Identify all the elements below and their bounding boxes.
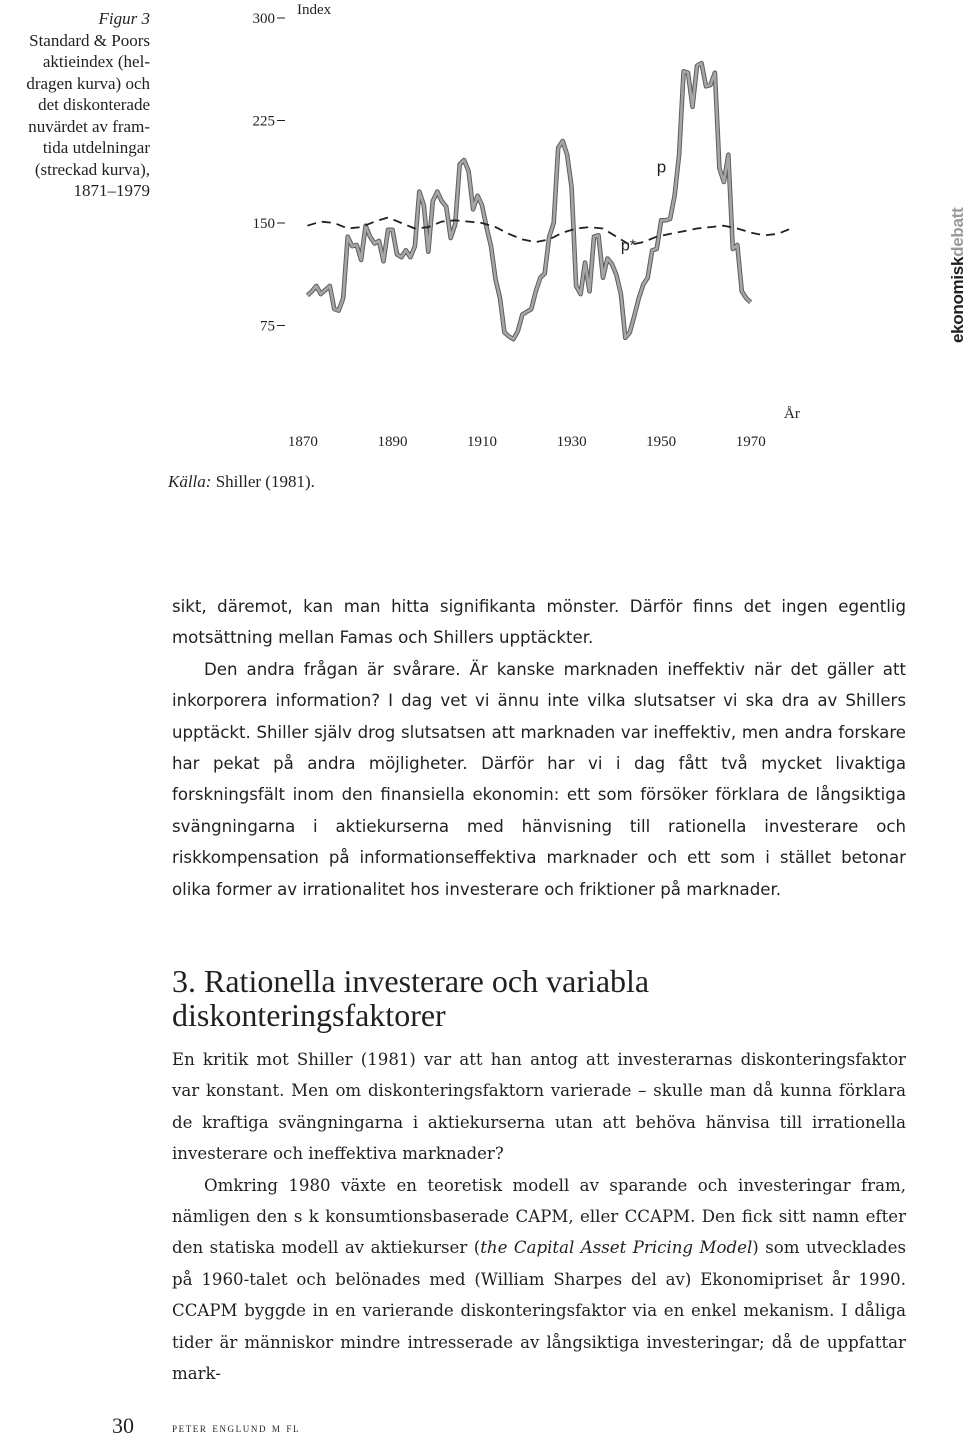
series-line-p bbox=[307, 63, 750, 339]
caption-line: (streckad kurva), bbox=[34, 159, 150, 179]
running-footer-author: peter englund m fl bbox=[172, 1420, 301, 1435]
series-label-p: p bbox=[656, 157, 667, 177]
caption-line: 1871–1979 bbox=[73, 181, 150, 200]
y-tick-label: 225 bbox=[252, 113, 275, 130]
x-tick-label: 1970 bbox=[735, 434, 766, 450]
series-line-p-outline bbox=[307, 63, 750, 339]
source-text: Shiller (1981). bbox=[215, 472, 315, 491]
source-note bbox=[168, 472, 315, 492]
caption-line: det diskonterade bbox=[38, 95, 150, 114]
y-tick-label: 75 bbox=[260, 318, 275, 335]
body-section-1 bbox=[172, 591, 906, 905]
x-tick-label: 1950 bbox=[646, 434, 677, 450]
paragraph: sikt, däremot, kan man hitta signifikanta mönster. Därför finns det ingen egentlig motsättning mellan Famas och Shillers upptäckter. bbox=[172, 597, 906, 648]
caption-line: Standard & Poors bbox=[29, 30, 150, 50]
caption-line: tida utdelningar bbox=[42, 138, 150, 157]
paragraph: Den andra frågan är svårare. Är kanske marknaden ineffektiv när det gäller att inkorporera information? I dag vet vi ännu inte vilka slutsatser vi ska dra av Shillers upptäckt. Shiller själv drog slutsatsen att marknaden var ineffektiv, men andra forskare har pekat på andra möjligheter. Därför har vi i dag fått två mycket livaktiga forskningsfält inom den finansiella ekonomin: ett som försöker förklara de långsiktiga svängningarna i aktiekurserna med hänvisning till rationella investerare och riskkompensation på informationseffektiva marknader och ett som i stället betonar olika former av irrationalitet hos investerare och friktioner på marknader. bbox=[172, 659, 906, 899]
figure-label: Figur 3 bbox=[98, 9, 150, 28]
caption-line: aktieindex (hel- bbox=[42, 52, 150, 71]
source-prefix: Källa: bbox=[168, 472, 212, 491]
y-axis-label: Index bbox=[297, 2, 332, 18]
caption-line: nuvärdet av fram- bbox=[28, 116, 150, 136]
page-number: 30 bbox=[112, 1413, 134, 1438]
x-tick-label: 1930 bbox=[556, 434, 587, 450]
line-chart bbox=[0, 0, 960, 470]
paragraph: En kritik mot Shiller (1981) var att han antog att investerarnas diskonteringsfaktor var konstant. Men om diskonteringsfaktorn varierade – skulle man då kunna förklara de kraftiga svängningarna i aktiekurserna utan att behöva hänvisa till irrationella investerare och ineffektiva marknader? bbox=[172, 1050, 906, 1164]
y-tick-label: 150 bbox=[252, 216, 275, 232]
x-tick-label: 1910 bbox=[467, 434, 498, 450]
brand-part-2: debatt bbox=[948, 207, 967, 257]
x-tick-label: 1890 bbox=[377, 434, 408, 450]
x-axis-label: År bbox=[784, 406, 800, 422]
y-tick-label: 300 bbox=[252, 11, 275, 27]
italic-title: the Capital Asset Pricing Model bbox=[480, 1238, 753, 1258]
body-section-2 bbox=[172, 1044, 906, 1389]
paragraph bbox=[172, 1170, 906, 1390]
section-heading: 3. Rationella investerare och variabla diskonteringsfaktorer bbox=[172, 963, 650, 1033]
series-label-pstar: p* bbox=[620, 237, 636, 255]
x-tick-label: 1870 bbox=[287, 434, 318, 450]
brand-logo bbox=[948, 208, 968, 343]
text-run: ) som utvecklades på 1960-talet och belönades med (William Sharpes del av) Ekonomipriset år 1990. CCAPM byggde in en varierande diskonteringsfaktor via en enkel mekanism. I dåliga tider är människor mindre intresserade av långsiktiga investeringar; då de uppfattar mark- bbox=[172, 1238, 907, 1384]
brand-part-1: ekonomisk bbox=[948, 256, 967, 343]
caption-line: dragen kurva) och bbox=[26, 73, 150, 93]
text-run: Omkring 1980 växte en teoretisk modell av sparande och investeringar fram, nämligen den s k konsumtionsbaserade CAPM, eller CCAPM. Den fick sitt namn efter den statiska modell av aktiekurser ( bbox=[172, 1175, 906, 1258]
